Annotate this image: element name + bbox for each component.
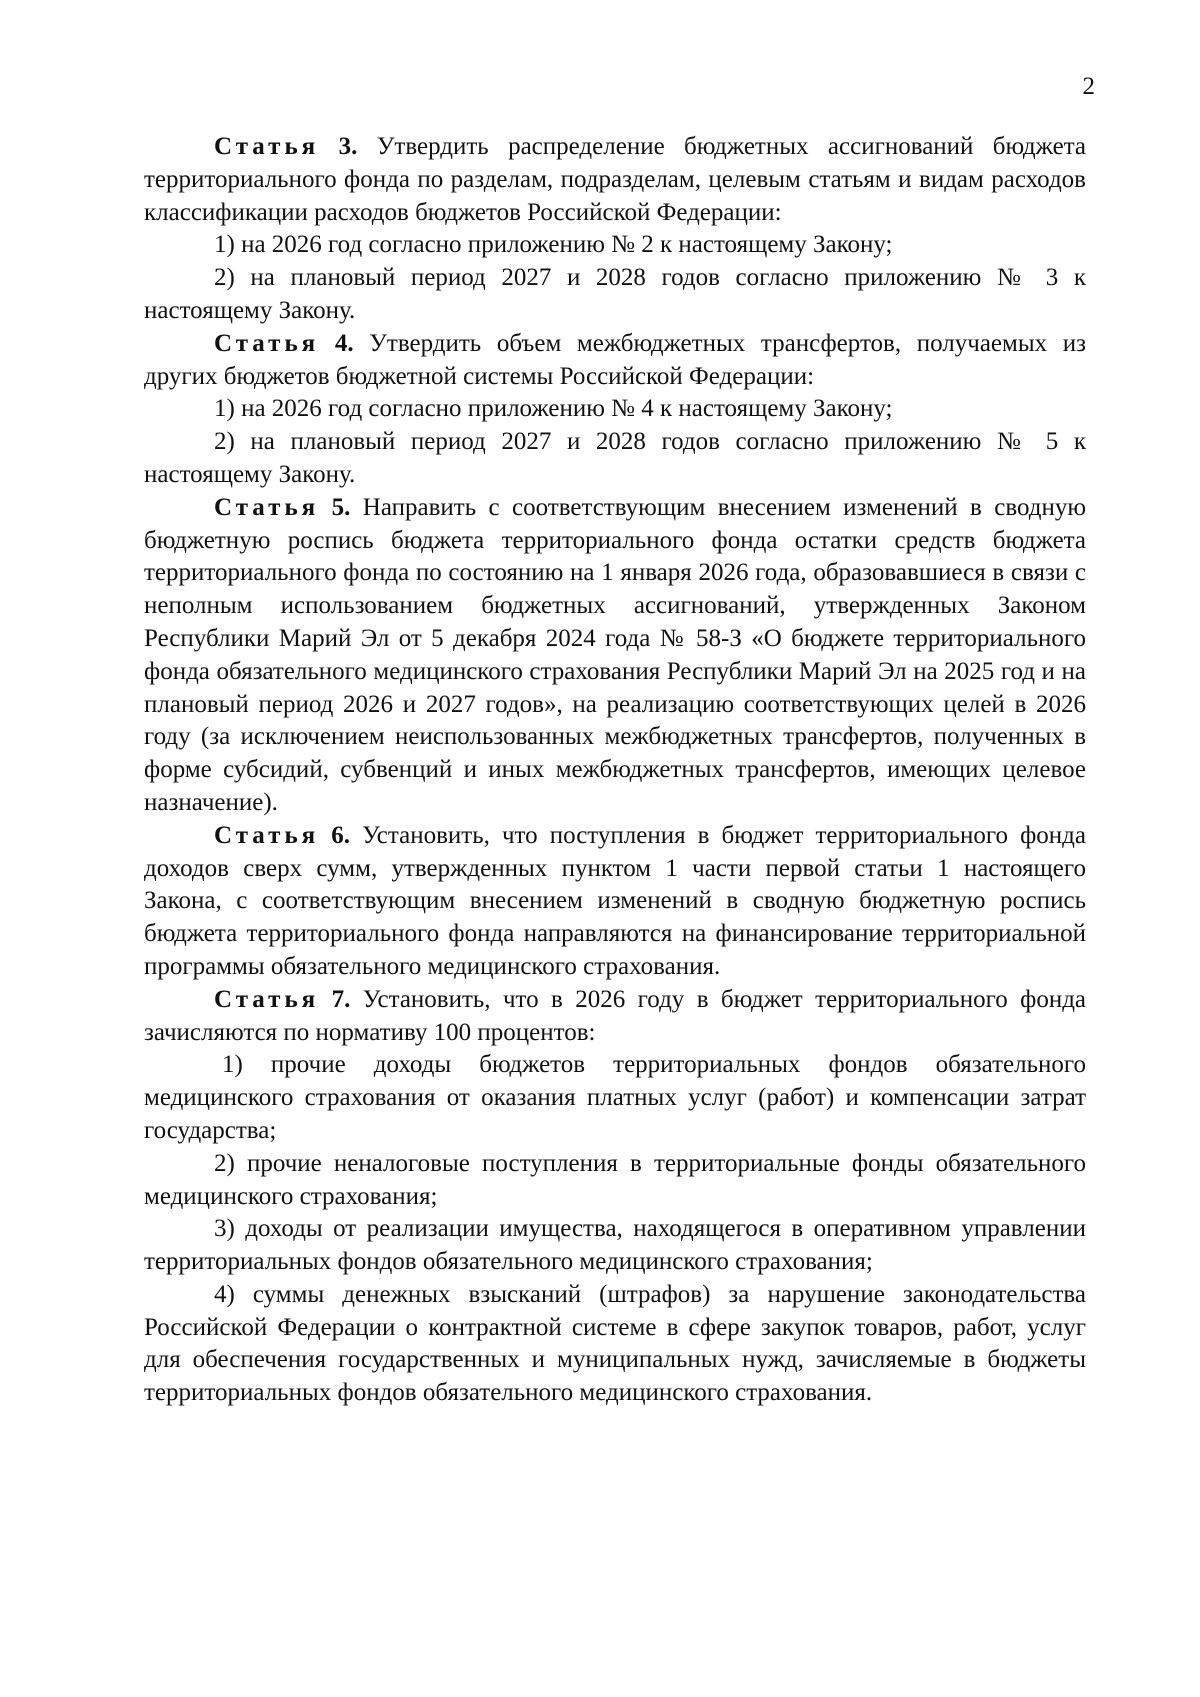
- list-item: 2) на плановый период 2027 и 2028 годов согласно приложению № 5 к настоящему Закону.: [144, 428, 1086, 488]
- article-heading: Статья: [214, 821, 320, 849]
- list-item: 4) суммы денежных взысканий (штрафов) за нарушение законодательства Российской Федерации о контрактной системе в сфере закупок товаров, работ, услуг для обеспечения государственных и муниципальных нужд, зачисляемые в бюджеты территориальных фондов обязательного медицинского страхования.: [144, 1280, 1086, 1407]
- article-text: Установить, что в 2026 году в бюджет территориального фонда зачисляются по нормативу 100 процентов:: [144, 985, 1087, 1046]
- article-7-paragraph: [144, 984, 1086, 1050]
- article-number: 7.: [331, 985, 351, 1013]
- article-4-paragraph: [144, 328, 1086, 394]
- article-number: 3.: [338, 133, 358, 160]
- article-text: Установить, что поступления в бюджет территориального фонда доходов сверх сумм, утвержденных пунктом 1 части первой статьи 1 настоящего Закона, с соответствующим внесением изменений в сводную бюджетную роспись бюджета территориального фонда направляются на финансирование территориальной программы обязательного медицинского страхования.: [144, 821, 1086, 980]
- list-item: 1) прочие доходы бюджетов территориальных фондов обязательного медицинского страхования от оказания платных услуг (работ) и компенсации затрат государства;: [144, 1051, 1086, 1144]
- article-text: Направить с соответствующим внесением изменений в сводную бюджетную роспись бюджета территориального фонда остатки средств бюджета территориального фонда по состоянию на 1 января 2026 года, образовавшиеся в связи с неполным использованием бюджетных ассигнований, утвержденных Законом Республики Марий Эл от 5 декабря 2024 года № 58-З «О бюджете территориального фонда обязательного медицинского страхования Республики Марий Эл на 2025 год и на плановый период 2026 и 2027 годов», на реализацию соответствующих целей в 2026 году (за исключением неиспользованных межбюджетных трансфертов, полученных в форме субсидий, субвенций и иных межбюджетных трансфертов, имеющих целевое назначение).: [144, 493, 1087, 816]
- article-6-paragraph: [144, 820, 1086, 984]
- list-item: 2) прочие неналоговые поступления в территориальные фонды обязательного медицинского страхования;: [144, 1149, 1086, 1210]
- article-number: 6.: [331, 821, 351, 849]
- document-body: [144, 131, 1086, 1410]
- article-heading: Статья: [214, 329, 320, 357]
- list-item: 1) на 2026 год согласно приложению № 4 к настоящему Закону;: [214, 395, 893, 423]
- list-item: 3) доходы от реализации имущества, находящегося в оперативном управлении территориальных фондов обязательного медицинского страхования;: [144, 1215, 1086, 1276]
- article-number: 4.: [334, 329, 354, 357]
- article-heading: Статья: [214, 133, 320, 160]
- article-3-paragraph: [144, 131, 1086, 229]
- list-item: 1) на 2026 год согласно приложению № 2 к настоящему Закону;: [214, 231, 893, 259]
- article-heading: Статья: [214, 493, 320, 521]
- article-5-paragraph: [144, 492, 1086, 820]
- article-number: 5.: [331, 493, 351, 521]
- article-heading: Статья: [214, 985, 320, 1013]
- article-text: Утвердить распределение бюджетных ассигнований бюджета территориального фонда по разделам, подразделам, целевым статьям и видам расходов классификации расходов бюджетов Российской Федерации:: [144, 133, 1087, 226]
- article-text: Утвердить объем межбюджетных трансфертов, получаемых из других бюджетов бюджетной системы Российской Федерации:: [144, 329, 1087, 390]
- page-number: 2: [1082, 73, 1095, 100]
- list-item: 2) на плановый период 2027 и 2028 годов согласно приложению № 3 к настоящему Закону.: [144, 264, 1086, 324]
